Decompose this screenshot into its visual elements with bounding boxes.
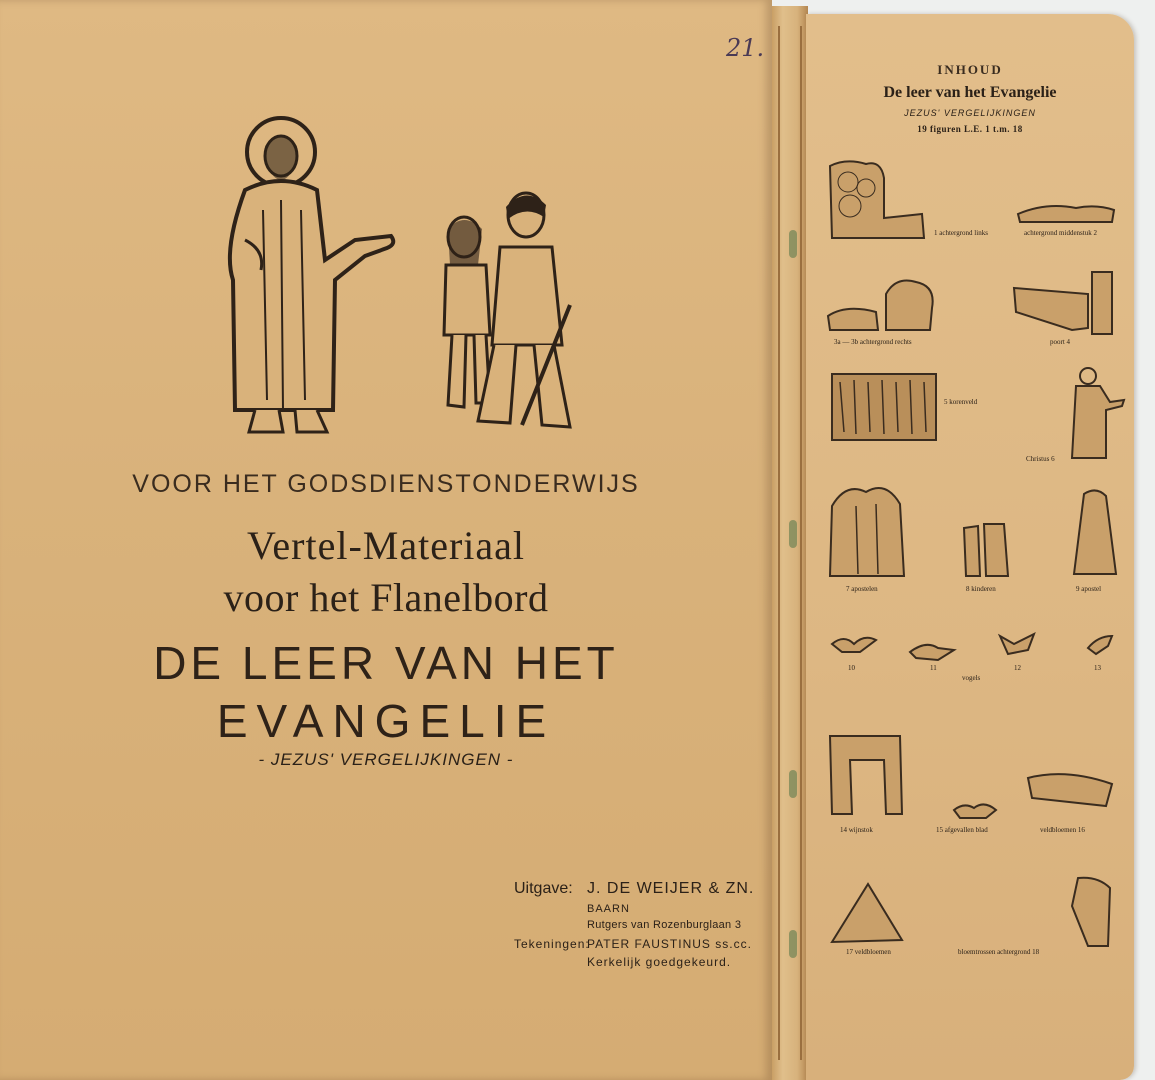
figure-18-thumbnail <box>1068 876 1114 948</box>
bird-12-thumbnail <box>998 630 1038 658</box>
cover-line-2: Vertel-Materiaal <box>246 523 526 568</box>
figure-9-thumbnail <box>1070 486 1120 578</box>
caption-14: 14 wijnstok <box>840 826 873 834</box>
binding-ring <box>789 930 797 958</box>
caption-12: 12 <box>1014 664 1021 672</box>
index-count: 19 figuren L.E. 1 t.m. 18 <box>917 124 1023 134</box>
approval-note: Kerkelijk goedgekeurd. <box>587 955 732 969</box>
drawings-artist: PATER FAUSTINUS ss.cc. <box>587 937 752 951</box>
caption-13: 13 <box>1094 664 1101 672</box>
cover-title-line-2: EVANGELIE <box>216 695 556 747</box>
publisher-address: Rutgers van Rozenburglaan 3 <box>587 919 742 931</box>
figure-15-thumbnail <box>952 800 998 820</box>
caption-6: Christus 6 <box>1026 455 1055 463</box>
figure-5-thumbnail <box>830 372 940 444</box>
index-title: De leer van het Evangelie <box>883 84 1057 101</box>
caption-vogels: vogels <box>962 674 981 682</box>
drawings-label: Tekeningen: <box>514 937 590 951</box>
handwritten-number: 21. <box>726 34 765 62</box>
publisher-name: J. DE WEIJER & ZN. <box>587 880 755 897</box>
publisher-city: BAARN <box>587 903 630 915</box>
caption-1: 1 achtergrond links <box>934 229 988 237</box>
bird-13-thumbnail <box>1086 632 1116 658</box>
caption-8: 8 kinderen <box>966 585 996 593</box>
caption-3: 3a — 3b achtergrond rechts <box>834 338 912 346</box>
figure-17-thumbnail <box>828 880 906 944</box>
figure-16-thumbnail <box>1026 768 1114 810</box>
caption-17: 17 veldbloemen <box>846 948 891 956</box>
bird-10-thumbnail <box>830 632 880 656</box>
binding-ring <box>789 520 797 548</box>
publisher-label: Uitgave: <box>514 880 573 897</box>
cover-subtitle: - JEZUS' VERGELIJKINGEN - <box>258 750 514 769</box>
cover-line-3: voor het Flanelbord <box>223 575 549 620</box>
caption-2: achtergrond middenstuk 2 <box>1024 229 1097 237</box>
figure-6-thumbnail <box>1066 366 1126 466</box>
figure-3-thumbnail <box>826 274 946 334</box>
caption-4: poort 4 <box>1050 338 1071 346</box>
index-heading: INHOUD <box>937 62 1003 77</box>
christ-illustration <box>205 110 405 440</box>
caption-10: 10 <box>848 664 855 672</box>
figure-4-thumbnail <box>1012 268 1116 338</box>
binding-ring <box>789 230 797 258</box>
figure-7-thumbnail <box>826 476 906 578</box>
caption-9: 9 apostel <box>1076 585 1102 593</box>
bird-11-thumbnail <box>908 638 958 662</box>
caption-7: 7 apostelen <box>846 585 878 593</box>
caption-18: bloemtrossen achtergrond 18 <box>958 948 1040 956</box>
index-subtitle: JEZUS' VERGELIJKINGEN <box>904 108 1036 118</box>
caption-5: 5 korenveld <box>944 398 978 406</box>
caption-15: 15 afgevallen blad <box>936 826 988 834</box>
binding-ring <box>789 770 797 798</box>
figure-8-thumbnail <box>960 512 1010 578</box>
children-illustration <box>430 185 590 445</box>
figure-2-thumbnail <box>1016 196 1116 226</box>
figure-1-thumbnail <box>826 158 926 242</box>
caption-16: veldbloemen 16 <box>1040 826 1085 834</box>
caption-11: 11 <box>930 664 937 672</box>
figure-14-thumbnail <box>826 730 906 816</box>
cover-line-1: VOOR HET GODSDIENSTONDERWIJS <box>132 470 640 498</box>
cover-title-line-1: DE LEER VAN HET <box>153 637 619 689</box>
